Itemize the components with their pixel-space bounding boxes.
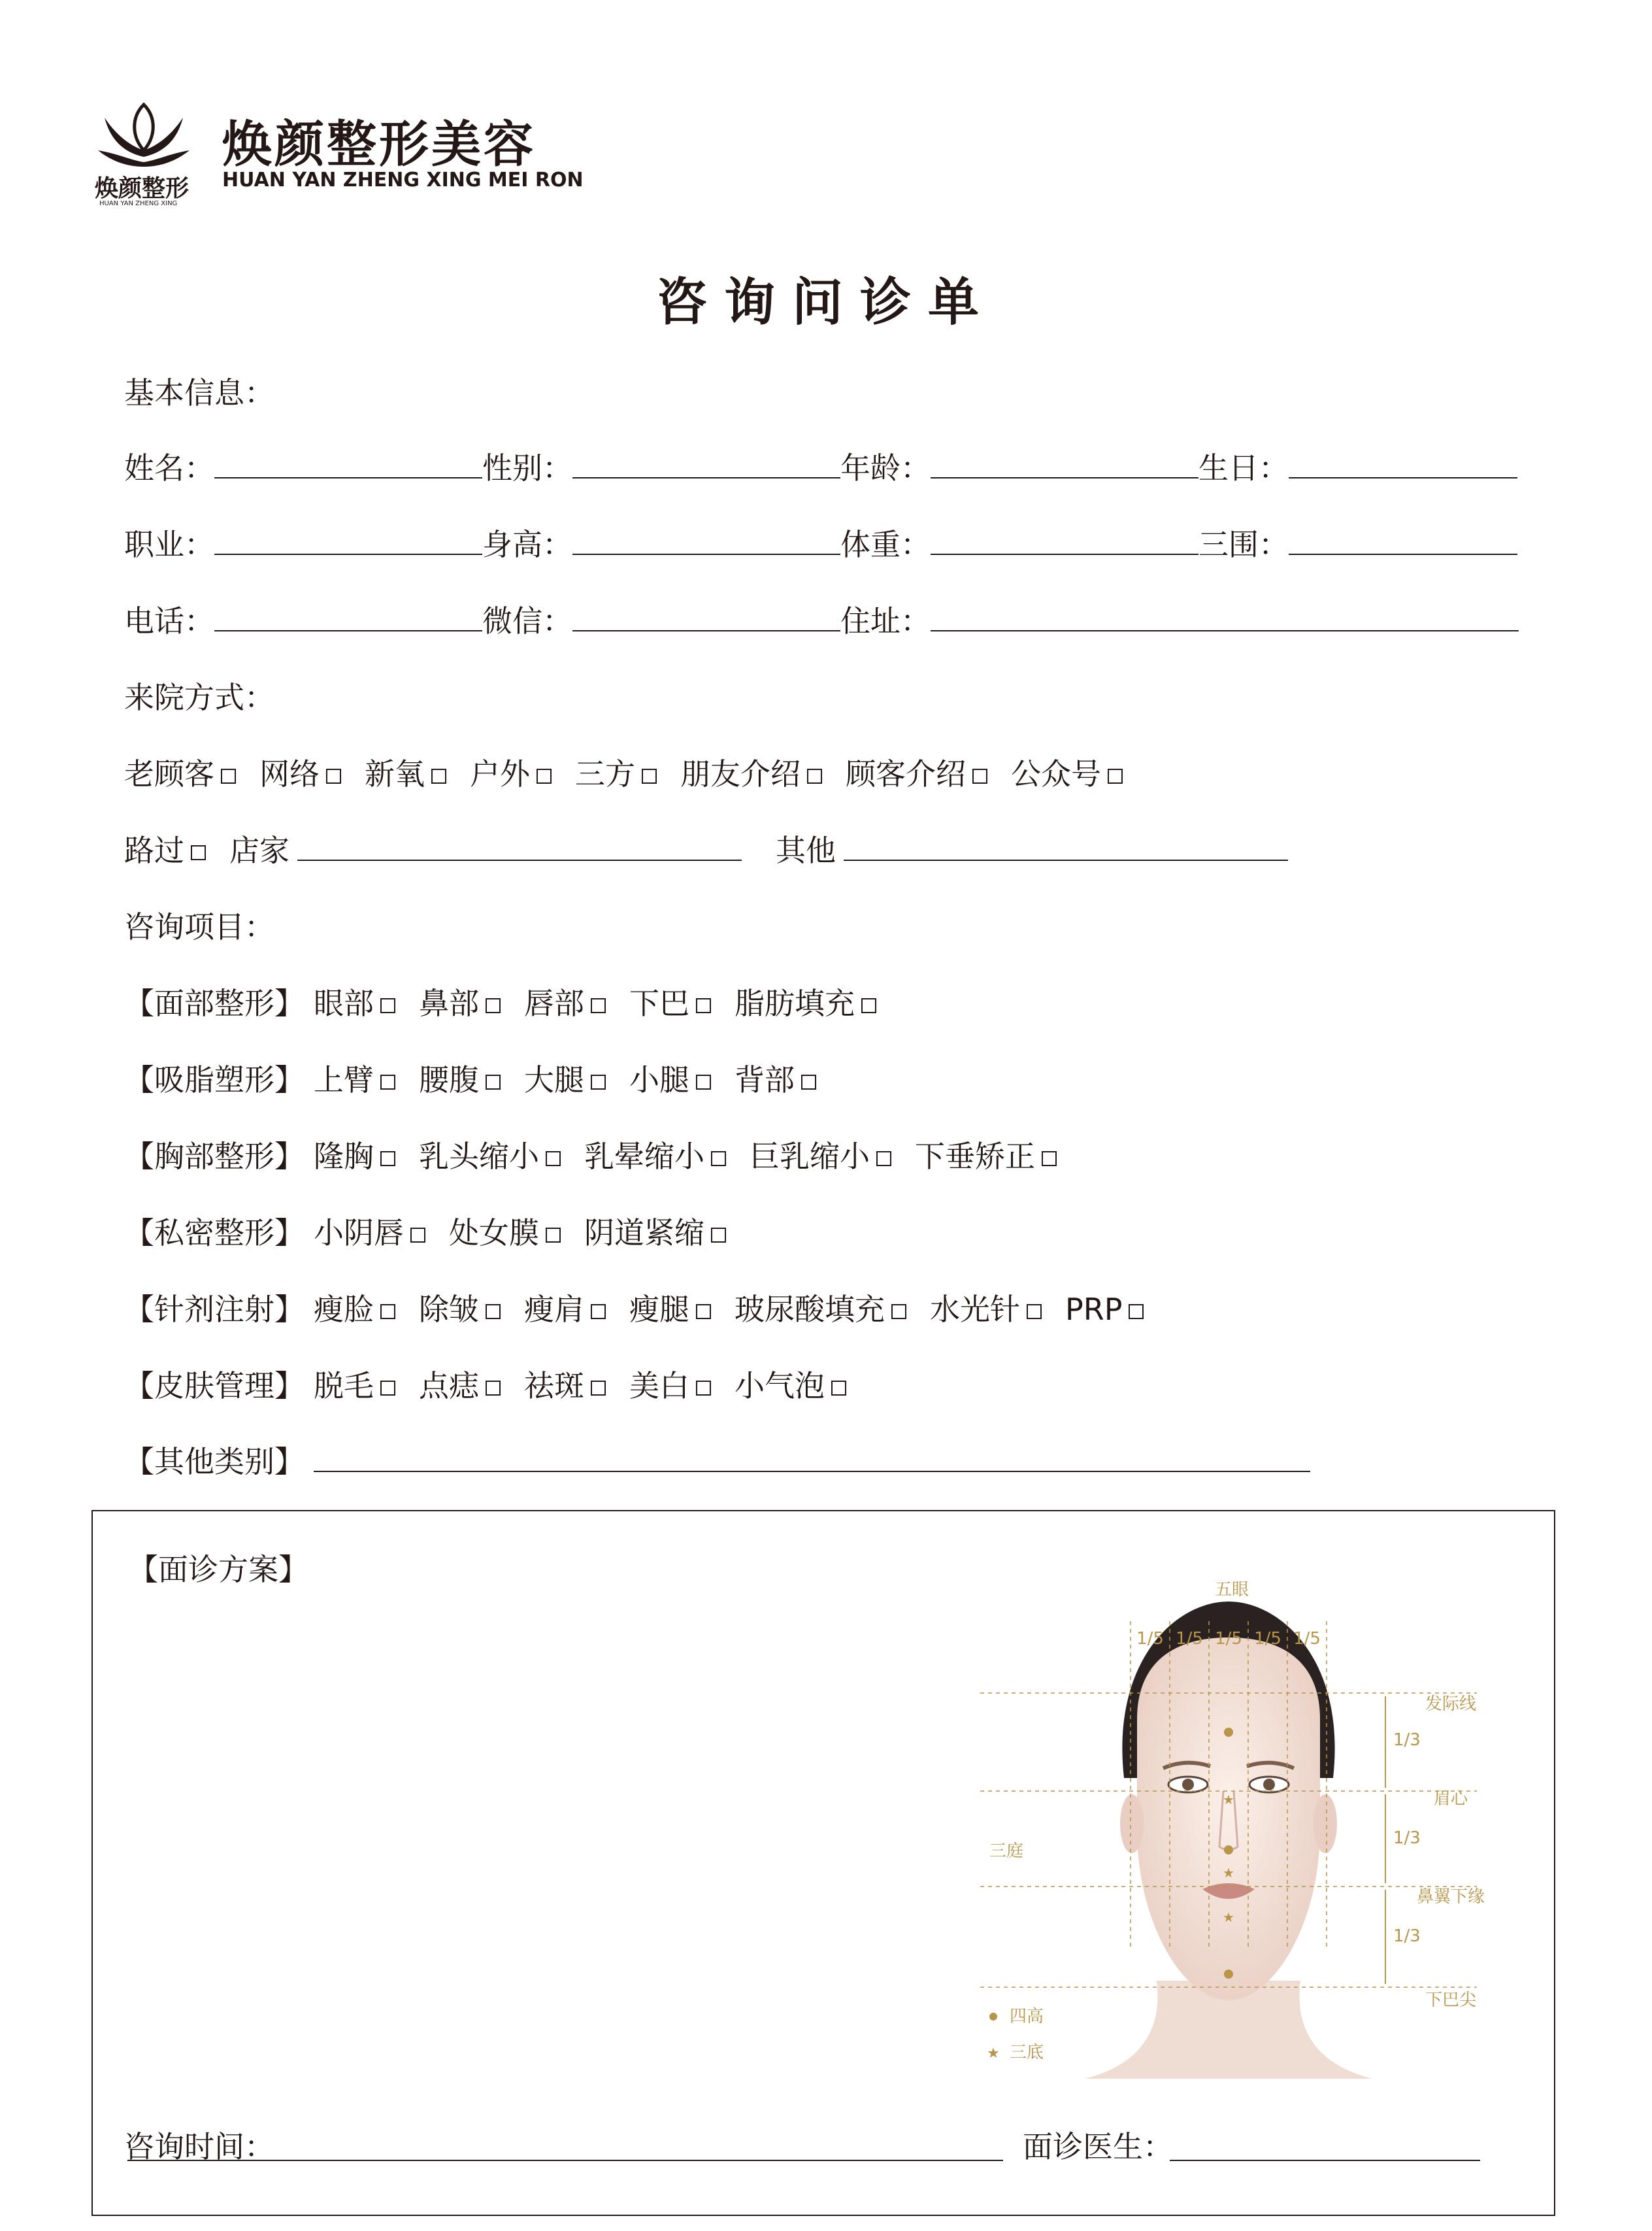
project-option-label: 腰腹 <box>419 1062 479 1098</box>
project-checkbox[interactable] <box>696 1075 711 1090</box>
project-checkbox[interactable] <box>1027 1304 1042 1319</box>
five-eyes-label: 五眼 <box>1214 1580 1249 1600</box>
category-label: 【吸脂塑形】 <box>124 1062 305 1098</box>
name-label: 姓名： <box>124 450 214 486</box>
project-checkbox[interactable] <box>1042 1151 1057 1166</box>
project-option-label: 唇部 <box>524 986 584 1021</box>
visit-option-label: 老顾客 <box>124 756 214 792</box>
project-checkbox[interactable] <box>876 1151 891 1166</box>
project-checkbox[interactable] <box>696 1381 711 1396</box>
project-option-label: 鼻部 <box>419 986 479 1021</box>
project-option-label: 上臂 <box>314 1062 374 1098</box>
project-option-label: 瘦脸 <box>314 1292 374 1327</box>
category-label: 【针剂注射】 <box>124 1292 305 1327</box>
project-option-label: 脂肪填充 <box>735 986 855 1021</box>
third-label: 1/3 <box>1393 1730 1421 1750</box>
project-option-label: 脱毛 <box>314 1368 374 1403</box>
svg-text:★: ★ <box>1223 1792 1234 1807</box>
wechat-label: 微信： <box>482 603 572 639</box>
project-category-row <box>124 1362 870 1405</box>
project-option-label: 小阴唇 <box>314 1215 404 1250</box>
third-label: 1/3 <box>1393 1926 1421 1946</box>
project-option-label: 乳头缩小 <box>419 1139 539 1174</box>
fifth-label: 1/5 <box>1136 1629 1164 1649</box>
project-option-label: 除皱 <box>419 1292 479 1327</box>
visit-checkbox[interactable] <box>642 769 657 784</box>
project-option-label: 水光针 <box>930 1292 1020 1327</box>
visit-option-label: 路过 <box>124 833 184 868</box>
birthday-field[interactable] <box>1289 451 1517 478</box>
visit-checkbox[interactable] <box>537 769 552 784</box>
store-field[interactable] <box>297 833 742 861</box>
visit-checkbox[interactable] <box>807 769 822 784</box>
basic-info-heading: 基本信息： <box>124 375 274 411</box>
project-option-label: 隆胸 <box>314 1139 374 1174</box>
project-option-label: 乳晕缩小 <box>584 1139 704 1174</box>
name-field[interactable] <box>214 451 482 478</box>
brand-name: 焕颜整形美容 <box>222 115 536 173</box>
visit-heading: 来院方式： <box>124 680 274 715</box>
three-low-label: 三底 <box>1010 2043 1044 2062</box>
project-option-label: 阴道紧缩 <box>584 1215 704 1250</box>
project-checkbox[interactable] <box>486 1075 501 1090</box>
logo-mark-text: 焕颜整形 <box>95 175 190 202</box>
project-option-label: 背部 <box>735 1062 795 1098</box>
project-checkbox[interactable] <box>591 1075 606 1090</box>
project-option-label: 瘦肩 <box>524 1292 584 1327</box>
category-label: 【胸部整形】 <box>124 1139 305 1174</box>
face-proportion-diagram <box>980 1580 1485 2092</box>
project-option-label: 大腿 <box>524 1062 584 1098</box>
project-checkbox[interactable] <box>831 1381 846 1396</box>
chin-label: 下巴尖 <box>1425 1990 1477 2010</box>
brand-name-en: HUAN YAN ZHENG XING MEI RON <box>222 169 584 192</box>
project-checkbox[interactable] <box>861 998 876 1013</box>
visit-checkbox[interactable] <box>1108 769 1123 784</box>
fifth-label: 1/5 <box>1215 1629 1242 1649</box>
four-high-label: 四高 <box>1010 2007 1044 2026</box>
other-category-label: 【其他类别】 <box>124 1444 305 1479</box>
diagnosis-plan-label: 【面诊方案】 <box>128 1552 308 1587</box>
project-checkbox[interactable] <box>696 998 711 1013</box>
project-checkbox[interactable] <box>486 1304 501 1319</box>
visit-option-label: 公众号 <box>1011 756 1101 792</box>
project-option-label: 下巴 <box>629 986 689 1021</box>
brow-label: 眉心 <box>1433 1789 1468 1809</box>
project-option-label: 巨乳缩小 <box>750 1139 870 1174</box>
wechat-field[interactable] <box>572 604 840 631</box>
other-category-row <box>124 1438 1310 1481</box>
project-checkbox[interactable] <box>380 1151 395 1166</box>
document-title: 咨询问诊单 <box>655 273 996 332</box>
age-label: 年龄： <box>840 450 931 486</box>
basic-row-3 <box>124 597 1519 641</box>
project-option-label: 瘦腿 <box>629 1292 689 1327</box>
store-label: 店家 <box>229 833 289 868</box>
three-courts-label: 三庭 <box>989 1841 1024 1861</box>
project-option-label: 下垂矫正 <box>915 1139 1035 1174</box>
project-option-label: 玻尿酸填充 <box>735 1292 885 1327</box>
svg-text:★: ★ <box>987 2045 1000 2062</box>
project-category-row <box>124 1133 1080 1176</box>
project-option-label: 美白 <box>629 1368 689 1403</box>
category-label: 【私密整形】 <box>124 1215 305 1250</box>
visit-checkbox[interactable] <box>972 769 987 784</box>
projects-heading: 咨询项目： <box>124 909 274 945</box>
fifth-label: 1/5 <box>1293 1629 1321 1649</box>
hairline-label: 发际线 <box>1425 1694 1477 1714</box>
project-checkbox[interactable] <box>1129 1304 1144 1319</box>
project-checkbox[interactable] <box>486 998 501 1013</box>
project-option-label: PRP <box>1065 1292 1123 1327</box>
svg-text:★: ★ <box>1223 1909 1234 1925</box>
visit-option-label: 顾客介绍 <box>846 756 966 792</box>
weight-field[interactable] <box>931 528 1198 555</box>
project-checkbox[interactable] <box>591 1304 606 1319</box>
fifth-label: 1/5 <box>1254 1629 1281 1649</box>
visit-checkbox[interactable] <box>326 769 341 784</box>
fifth-label: 1/5 <box>1176 1629 1203 1649</box>
gender-label: 性别： <box>482 450 572 486</box>
weight-label: 体重： <box>840 527 931 562</box>
measurements-label: 三围： <box>1198 527 1289 562</box>
project-checkbox[interactable] <box>380 998 395 1013</box>
birthday-label: 生日： <box>1198 450 1289 486</box>
project-checkbox[interactable] <box>380 1075 395 1090</box>
right-ear <box>1313 1794 1337 1853</box>
project-checkbox[interactable] <box>711 1151 726 1166</box>
svg-text:★: ★ <box>1223 1865 1234 1881</box>
doctor-field[interactable] <box>1170 2160 1480 2161</box>
project-option-label: 小腿 <box>629 1062 689 1098</box>
project-category-row <box>124 1209 750 1252</box>
project-option-label: 小气泡 <box>735 1368 825 1403</box>
project-checkbox[interactable] <box>711 1228 726 1243</box>
visit-options-row <box>124 750 1146 794</box>
face-shape <box>1137 1637 1320 2000</box>
phone-field[interactable] <box>214 604 482 631</box>
height-label: 身高： <box>482 527 572 562</box>
visit-option-label: 新氧 <box>365 756 425 792</box>
consult-time-field[interactable] <box>127 2160 1003 2161</box>
visit-other-field[interactable] <box>844 833 1288 861</box>
occupation-field[interactable] <box>214 528 482 555</box>
project-category-row <box>124 1286 1167 1329</box>
left-ear <box>1120 1794 1144 1853</box>
project-checkbox[interactable] <box>410 1228 425 1243</box>
basic-row-2 <box>124 521 1517 564</box>
project-option-label: 处女膜 <box>449 1215 539 1250</box>
category-label: 【皮肤管理】 <box>124 1368 305 1403</box>
address-label: 住址： <box>840 603 931 639</box>
project-checkbox[interactable] <box>546 1151 561 1166</box>
project-checkbox[interactable] <box>696 1304 711 1319</box>
gender-field[interactable] <box>572 451 840 478</box>
height-field[interactable] <box>572 528 840 555</box>
nose-base-label: 鼻翼下缘 <box>1416 1887 1485 1907</box>
visit-row-2 <box>124 827 1288 870</box>
project-category-row <box>124 980 900 1023</box>
visit-checkbox[interactable] <box>191 845 206 860</box>
visit-option-label: 户外 <box>470 756 530 792</box>
project-checkbox[interactable] <box>591 998 606 1013</box>
occupation-label: 职业： <box>124 527 214 562</box>
project-checkbox[interactable] <box>546 1228 561 1243</box>
project-checkbox[interactable] <box>801 1075 816 1090</box>
visit-option-label: 朋友介绍 <box>680 756 801 792</box>
project-checkbox[interactable] <box>486 1381 501 1396</box>
address-field[interactable] <box>931 604 1519 631</box>
logo-mark-subtext: HUAN YAN ZHENG XING <box>99 200 178 207</box>
project-checkbox[interactable] <box>380 1381 395 1396</box>
phone-label: 电话： <box>124 603 214 639</box>
age-field[interactable] <box>931 451 1198 478</box>
project-checkbox[interactable] <box>891 1304 906 1319</box>
project-option-label: 点痣 <box>419 1368 479 1403</box>
visit-option-label: 三方 <box>575 756 635 792</box>
project-checkbox[interactable] <box>380 1304 395 1319</box>
basic-row-1 <box>124 445 1517 488</box>
doctor-label: 面诊医生： <box>1023 2129 1173 2164</box>
third-label: 1/3 <box>1393 1828 1421 1848</box>
category-label: 【面部整形】 <box>124 986 305 1021</box>
visit-checkbox[interactable] <box>221 769 236 784</box>
measurements-field[interactable] <box>1289 528 1517 555</box>
visit-option-label: 网络 <box>259 756 320 792</box>
visit-other-label: 其他 <box>776 833 836 868</box>
project-option-label: 祛斑 <box>524 1368 584 1403</box>
visit-checkbox[interactable] <box>431 769 446 784</box>
project-category-row <box>124 1056 840 1099</box>
other-category-field[interactable] <box>314 1445 1310 1472</box>
consult-time-label: 咨询时间： <box>124 2129 274 2164</box>
project-option-label: 眼部 <box>314 986 374 1021</box>
project-checkbox[interactable] <box>591 1381 606 1396</box>
